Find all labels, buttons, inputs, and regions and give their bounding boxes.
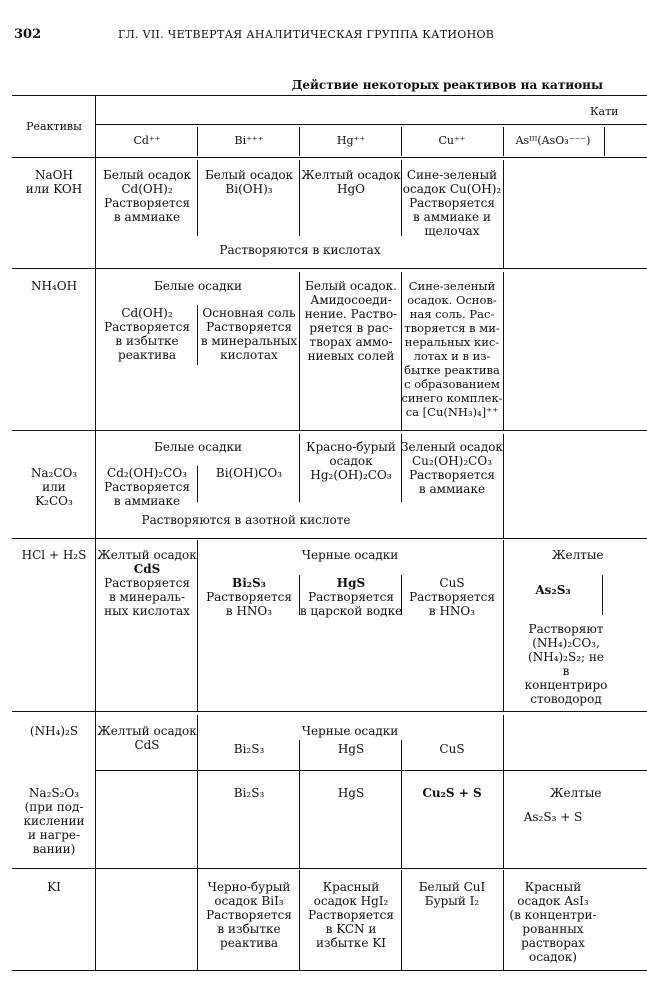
cell-cu: Белый CuI Бурый I₂ (418, 880, 486, 908)
column-rule (503, 272, 504, 430)
column-rule (197, 305, 198, 365)
cell-hg: HgS (337, 742, 365, 756)
column-rule (197, 715, 198, 870)
cell-bi: Белый осадок Bi(OH)₃ (204, 168, 294, 196)
cations-header: Кати (590, 105, 619, 118)
cell-bi: Растворяется в HNO₃ (206, 590, 292, 618)
column-rule (197, 127, 198, 156)
column-rule (401, 870, 402, 970)
column-bi: Bi⁺⁺⁺ (234, 134, 264, 147)
column-rule (197, 870, 198, 970)
cell-hg: Красный осадок HgI₂ Растворяется в KCN и избытке KI (308, 880, 394, 950)
cell-as-title: Желтые (550, 786, 602, 800)
column-cd: Cd⁺⁺ (133, 134, 161, 147)
group-label: Черные осадки (301, 548, 399, 562)
row-note: Растворяются в кислотах (219, 243, 381, 257)
column-rule (401, 127, 402, 156)
column-rule (503, 160, 504, 268)
cell-as-formula: As₂S₃ (535, 583, 571, 597)
cell-hg: Растворяется в царской водке (299, 590, 403, 618)
reagent-column-rule (95, 95, 96, 970)
cell-bi-formula: Bi₂S₃ (232, 576, 266, 590)
reagent-cell: NH₄OH (30, 279, 78, 293)
column-rule (503, 715, 504, 868)
cell-cu: Зеленый осадок Cu₂(OH)₂CO₃ Растворяется в аммиаке (401, 440, 503, 496)
cell-as: Красный осадок AsI₃ (в концентри- рованных растворах осадок) (509, 880, 597, 964)
table-caption: Действие некоторых реактивов на катионы (291, 78, 603, 92)
column-rule (604, 127, 605, 156)
cell-bi: Bi₂S₃ (233, 742, 265, 756)
group-label: Черные осадки (301, 724, 399, 738)
page-number: 302 (14, 27, 42, 42)
cell-cd: Белый осадок Cd(OH)₂ Растворяется в аммиаке (102, 168, 192, 224)
cell-hg: Белый осадок. Амидосоеди- нение. Раство- ряется в рас- творах аммо- ниевых солей (304, 279, 398, 363)
column-rule (197, 540, 198, 711)
cell-cu: Растворяется в HNO₃ (409, 590, 495, 618)
reagent-cell: NaOH или KOH (25, 168, 83, 196)
cell-bi: Bi(OH)CO₃ (215, 466, 283, 480)
reagent-cell: (NH₄)₂S (29, 724, 79, 738)
cell-as: As₂S₃ + S (523, 810, 583, 824)
row-rule (96, 770, 647, 771)
column-rule (299, 434, 300, 502)
cell-hg: HgS (337, 786, 365, 800)
column-rule (299, 272, 300, 430)
cell-hg: Желтый осадок HgO (301, 168, 401, 196)
column-rule (401, 740, 402, 868)
reagents-header: Реактивы (26, 120, 82, 133)
group-label: Белые осадки (154, 440, 242, 454)
cell-cd: Cd₂(OH)₂CO₃ Растворяется в аммиаке (104, 466, 190, 508)
row-rule (12, 268, 647, 269)
cell-cu: Сине-зеленый осадок Cu(OH)₂ Растворяется в аммиаке и щелочах (402, 168, 502, 238)
table-top-rule (12, 95, 647, 96)
reagent-cell: Na₂S₂O₃ (при под- кислении и нагре- вании) (23, 786, 85, 856)
reagent-cell: Na₂CO₃ или K₂CO₃ (30, 466, 78, 508)
reagent-cell: KI (47, 880, 61, 894)
cell-cu: Сине-зеленый осадок. Основ- ная соль. Рас- творяется в ми- неральных кис- лотах и в из- бытке реактива с образованием синего комплек- са [Cu(NH₃)₄]⁺⁺ (401, 279, 503, 419)
cell-bi: Bi₂S₃ (233, 786, 265, 800)
row-rule (12, 430, 647, 431)
cell-cd: Желтый осадок CdS (97, 724, 197, 752)
cell-hg: Красно-бурый осадок Hg₂(OH)₂CO₃ (306, 440, 396, 482)
column-rule (503, 540, 504, 711)
cell-cu: CuS (439, 742, 465, 756)
cell-bi: Основная соль Растворяется в минеральных кислотах (200, 306, 298, 362)
column-rule (299, 127, 300, 156)
running-head: ГЛ. VII. ЧЕТВЕРТАЯ АНАЛИТИЧЕСКАЯ ГРУППА КАТИОНОВ (118, 28, 495, 41)
reagent-cell: HCl + H₂S (21, 548, 87, 562)
column-rule (197, 160, 198, 236)
column-rule (503, 127, 504, 156)
row-rule (12, 538, 647, 539)
column-as: Asᴵᴵᴵ(AsO₃⁻⁻⁻) (515, 134, 591, 147)
cell-cd-formula: CdS (133, 562, 161, 576)
table-bottom-rule (12, 970, 647, 971)
cell-as-title: Желтые (552, 548, 604, 562)
cell-cu-formula: CuS (439, 576, 465, 590)
header-inner-rule (96, 124, 647, 125)
group-label: Белые осадки (154, 279, 242, 293)
column-hg: Hg⁺⁺ (336, 134, 366, 147)
cell-cd: Растворяется в минераль- ных кислотах (104, 576, 190, 618)
column-rule (197, 466, 198, 502)
cell-cd: Cd(OH)₂ Растворяется в избытке реактива (104, 306, 190, 362)
row-rule (12, 868, 647, 869)
row-note: Растворяются в азотной кислоте (141, 513, 351, 527)
row-rule (12, 711, 647, 712)
column-rule (503, 434, 504, 538)
cell-as: Растворяют (NH₄)₂CO₃, (NH₄)₂S₂; не в концентриро стоводород (524, 622, 608, 706)
column-rule (299, 740, 300, 868)
column-rule (602, 575, 603, 615)
cell-cu: Cu₂S + S (422, 786, 482, 800)
column-cu: Cu⁺⁺ (438, 134, 466, 147)
cell-cd-title: Желтый осадок (97, 548, 197, 562)
cell-hg-formula: HgS (336, 576, 366, 590)
header-bottom-rule (12, 157, 647, 158)
column-rule (503, 870, 504, 970)
column-rule (299, 870, 300, 970)
column-rule (299, 160, 300, 236)
cell-bi: Черно-бурый осадок BiI₃ Растворяется в избытке реактива (206, 880, 292, 950)
